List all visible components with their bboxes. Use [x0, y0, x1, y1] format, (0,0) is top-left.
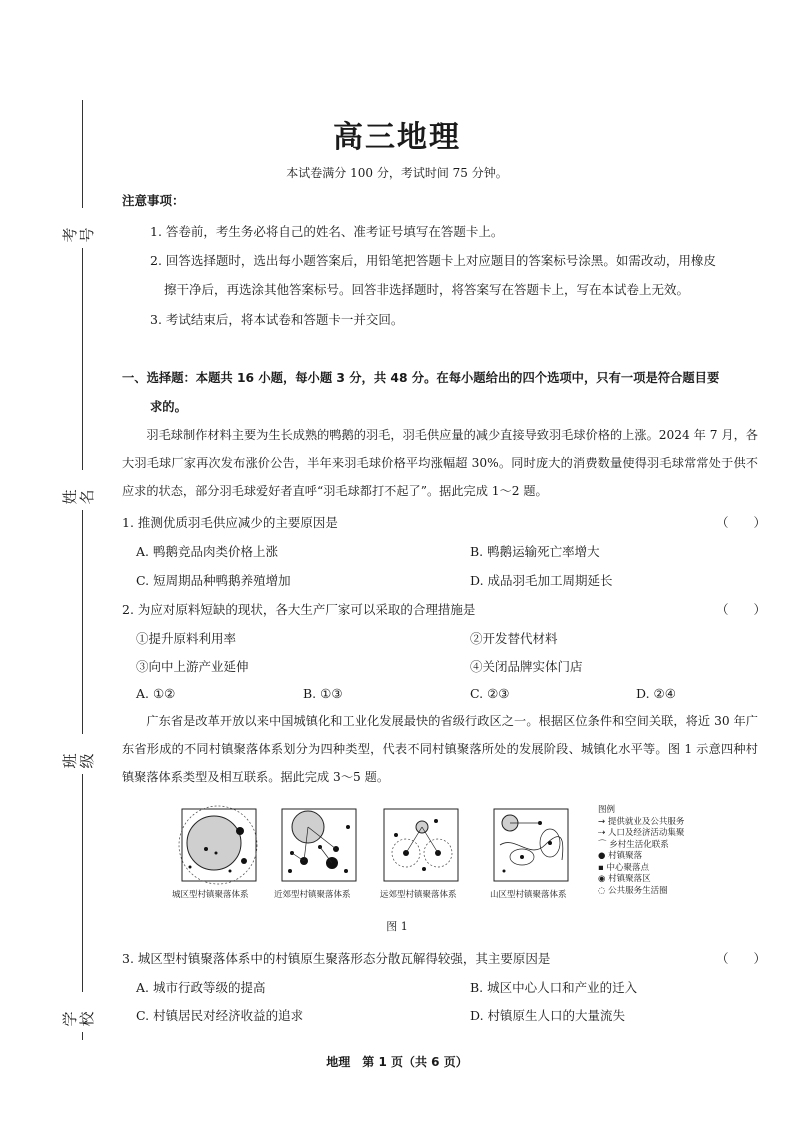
- panel-outer-suburban: [384, 809, 458, 881]
- question-2-stem: 2. 为应对原料短缺的现状，各大生产厂家可以采取的合理措施是: [122, 602, 476, 617]
- question-1-option-c: C. 短周期品种鸭鹅养殖增加: [136, 573, 291, 588]
- passage-guangdong: 广东省是改革开放以来中国城镇化和工业化发展最快的省级行政区之一。根据区位条件和空间关联，将近 30 年广东省形成的不同村镇聚落体系划分为四种类型，代表不同村镇聚落所处的发展阶段、城镇化水平等。图 1 示意四种村镇聚落体系类型及相互联系。据此完成 3～5 题。: [122, 714, 758, 784]
- figure-legend: [598, 805, 728, 897]
- panel-suburban: [282, 809, 356, 881]
- question-3-option-d: D. 村镇原生人口的大量流失: [470, 1008, 626, 1023]
- figure-panel-label-2: 近郊型村镇聚落体系: [274, 890, 351, 900]
- question-1-option-b: B. 鸭鹅运输死亡率增大: [470, 544, 600, 559]
- question-3-option-b: B. 城区中心人口和产业的迁入: [470, 980, 638, 995]
- page-title: 高三地理: [333, 120, 461, 155]
- legend-item-settlement: ● 村镇聚落: [598, 851, 643, 861]
- legend-item-area: ◉ 村镇聚落区: [598, 874, 651, 884]
- figure-caption: 图 1: [386, 920, 408, 933]
- question-3-option-a: A. 城市行政等级的提高: [136, 980, 266, 995]
- side-label-class: 班级: [61, 753, 96, 769]
- question-2-option-a: A. ①②: [136, 686, 176, 701]
- legend-item-center: ▪ 中心聚落点: [598, 862, 649, 873]
- exam-info: 本试卷满分 100 分，考试时间 75 分钟。: [286, 166, 508, 180]
- page-footer: 地理 第 1 页（共 6 页）: [326, 1055, 468, 1069]
- question-2-item-4: ④关闭品牌实体门店: [470, 659, 583, 674]
- note-2: 2. 回答选择题时，选出每小题答案后，用铅笔把答题卡上对应题目的答案标号涂黑。如需改动，用橡皮: [150, 253, 716, 268]
- notes-heading: 注意事项：: [122, 193, 185, 208]
- question-2-item-1: ①提升原料利用率: [136, 631, 237, 646]
- passage-badminton: 羽毛球制作材料主要为生长成熟的鸭鹅的羽毛，羽毛供应量的减少直接导致羽毛球价格的上涨。2024 年 7 月，各大羽毛球厂家再次发布涨价公告，半年来羽毛球价格平均涨幅超 30%。同时庞大的消费数量使得羽毛球常常处于供不应求的状态，部分羽毛球爱好者直呼“羽毛球都打不起了”。据此完成 1～2 题。: [122, 428, 758, 498]
- question-3-option-c: C. 村镇居民对经济收益的追求: [136, 1008, 304, 1023]
- legend-item-agglomeration: ⇢ 人口及经济活动集聚: [598, 828, 685, 838]
- question-1-answer-blank: （ ）: [716, 515, 767, 530]
- legend-item-service: → 提供就业及公共服务: [598, 816, 685, 827]
- section-heading-cont: 求的。: [150, 400, 187, 414]
- question-1-option-d: D. 成品羽毛加工周期延长: [470, 573, 613, 588]
- note-2-cont: 擦干净后，再选涂其他答案标号。回答非选择题时，将答案写在答题卡上，写在本试卷上无效。: [164, 282, 690, 297]
- question-3-answer-blank: （ ）: [716, 951, 767, 966]
- question-3-stem: 3. 城区型村镇聚落体系中的村镇原生聚落形态分散瓦解得较强，其主要原因是: [122, 951, 551, 966]
- figure-1-diagram: [170, 805, 590, 885]
- panel-mountain: [494, 809, 568, 881]
- panel-urban: [179, 806, 257, 884]
- question-2-item-2: ②开发替代材料: [470, 631, 558, 646]
- legend-item-rural-link: ⌒ 乡村生活化联系: [598, 839, 669, 850]
- note-1: 1. 答卷前，考生务必将自己的姓名、准考证号填写在答题卡上。: [150, 224, 504, 239]
- legend-title: 图例: [598, 805, 616, 815]
- side-label-name: 姓名: [61, 489, 96, 505]
- figure-panel-label-3: 远郊型村镇聚落体系: [380, 890, 457, 900]
- section-heading: 一、选择题：本题共 16 小题，每小题 3 分，共 48 分。在每小题给出的四个选项中，只有一项是符合题目要: [122, 371, 720, 385]
- figure-panel-label-4: 山区型村镇聚落体系: [490, 890, 567, 900]
- legend-item-service-circle: ◌ 公共服务生活圈: [598, 885, 668, 896]
- side-label-school: 学校: [61, 1011, 96, 1027]
- question-1-stem: [122, 513, 338, 531]
- side-label-exam-number: 考号: [61, 227, 96, 243]
- question-2-option-c: C. ②③: [470, 686, 510, 701]
- question-1-option-a: A. 鸭鹅竞品肉类价格上涨: [136, 544, 278, 559]
- question-2-answer-blank: （ ）: [716, 602, 767, 617]
- question-2-option-b: B. ①③: [303, 686, 343, 701]
- question-2-item-3: ③向中上游产业延伸: [136, 659, 249, 674]
- question-2-option-d: D. ②④: [636, 686, 676, 701]
- figure-panel-label-1: 城区型村镇聚落体系: [172, 890, 249, 900]
- question-1-text: 1. 推测优质羽毛供应减少的主要原因是: [122, 515, 338, 530]
- note-3: 3. 考试结束后，将本试卷和答题卡一并交回。: [150, 312, 404, 327]
